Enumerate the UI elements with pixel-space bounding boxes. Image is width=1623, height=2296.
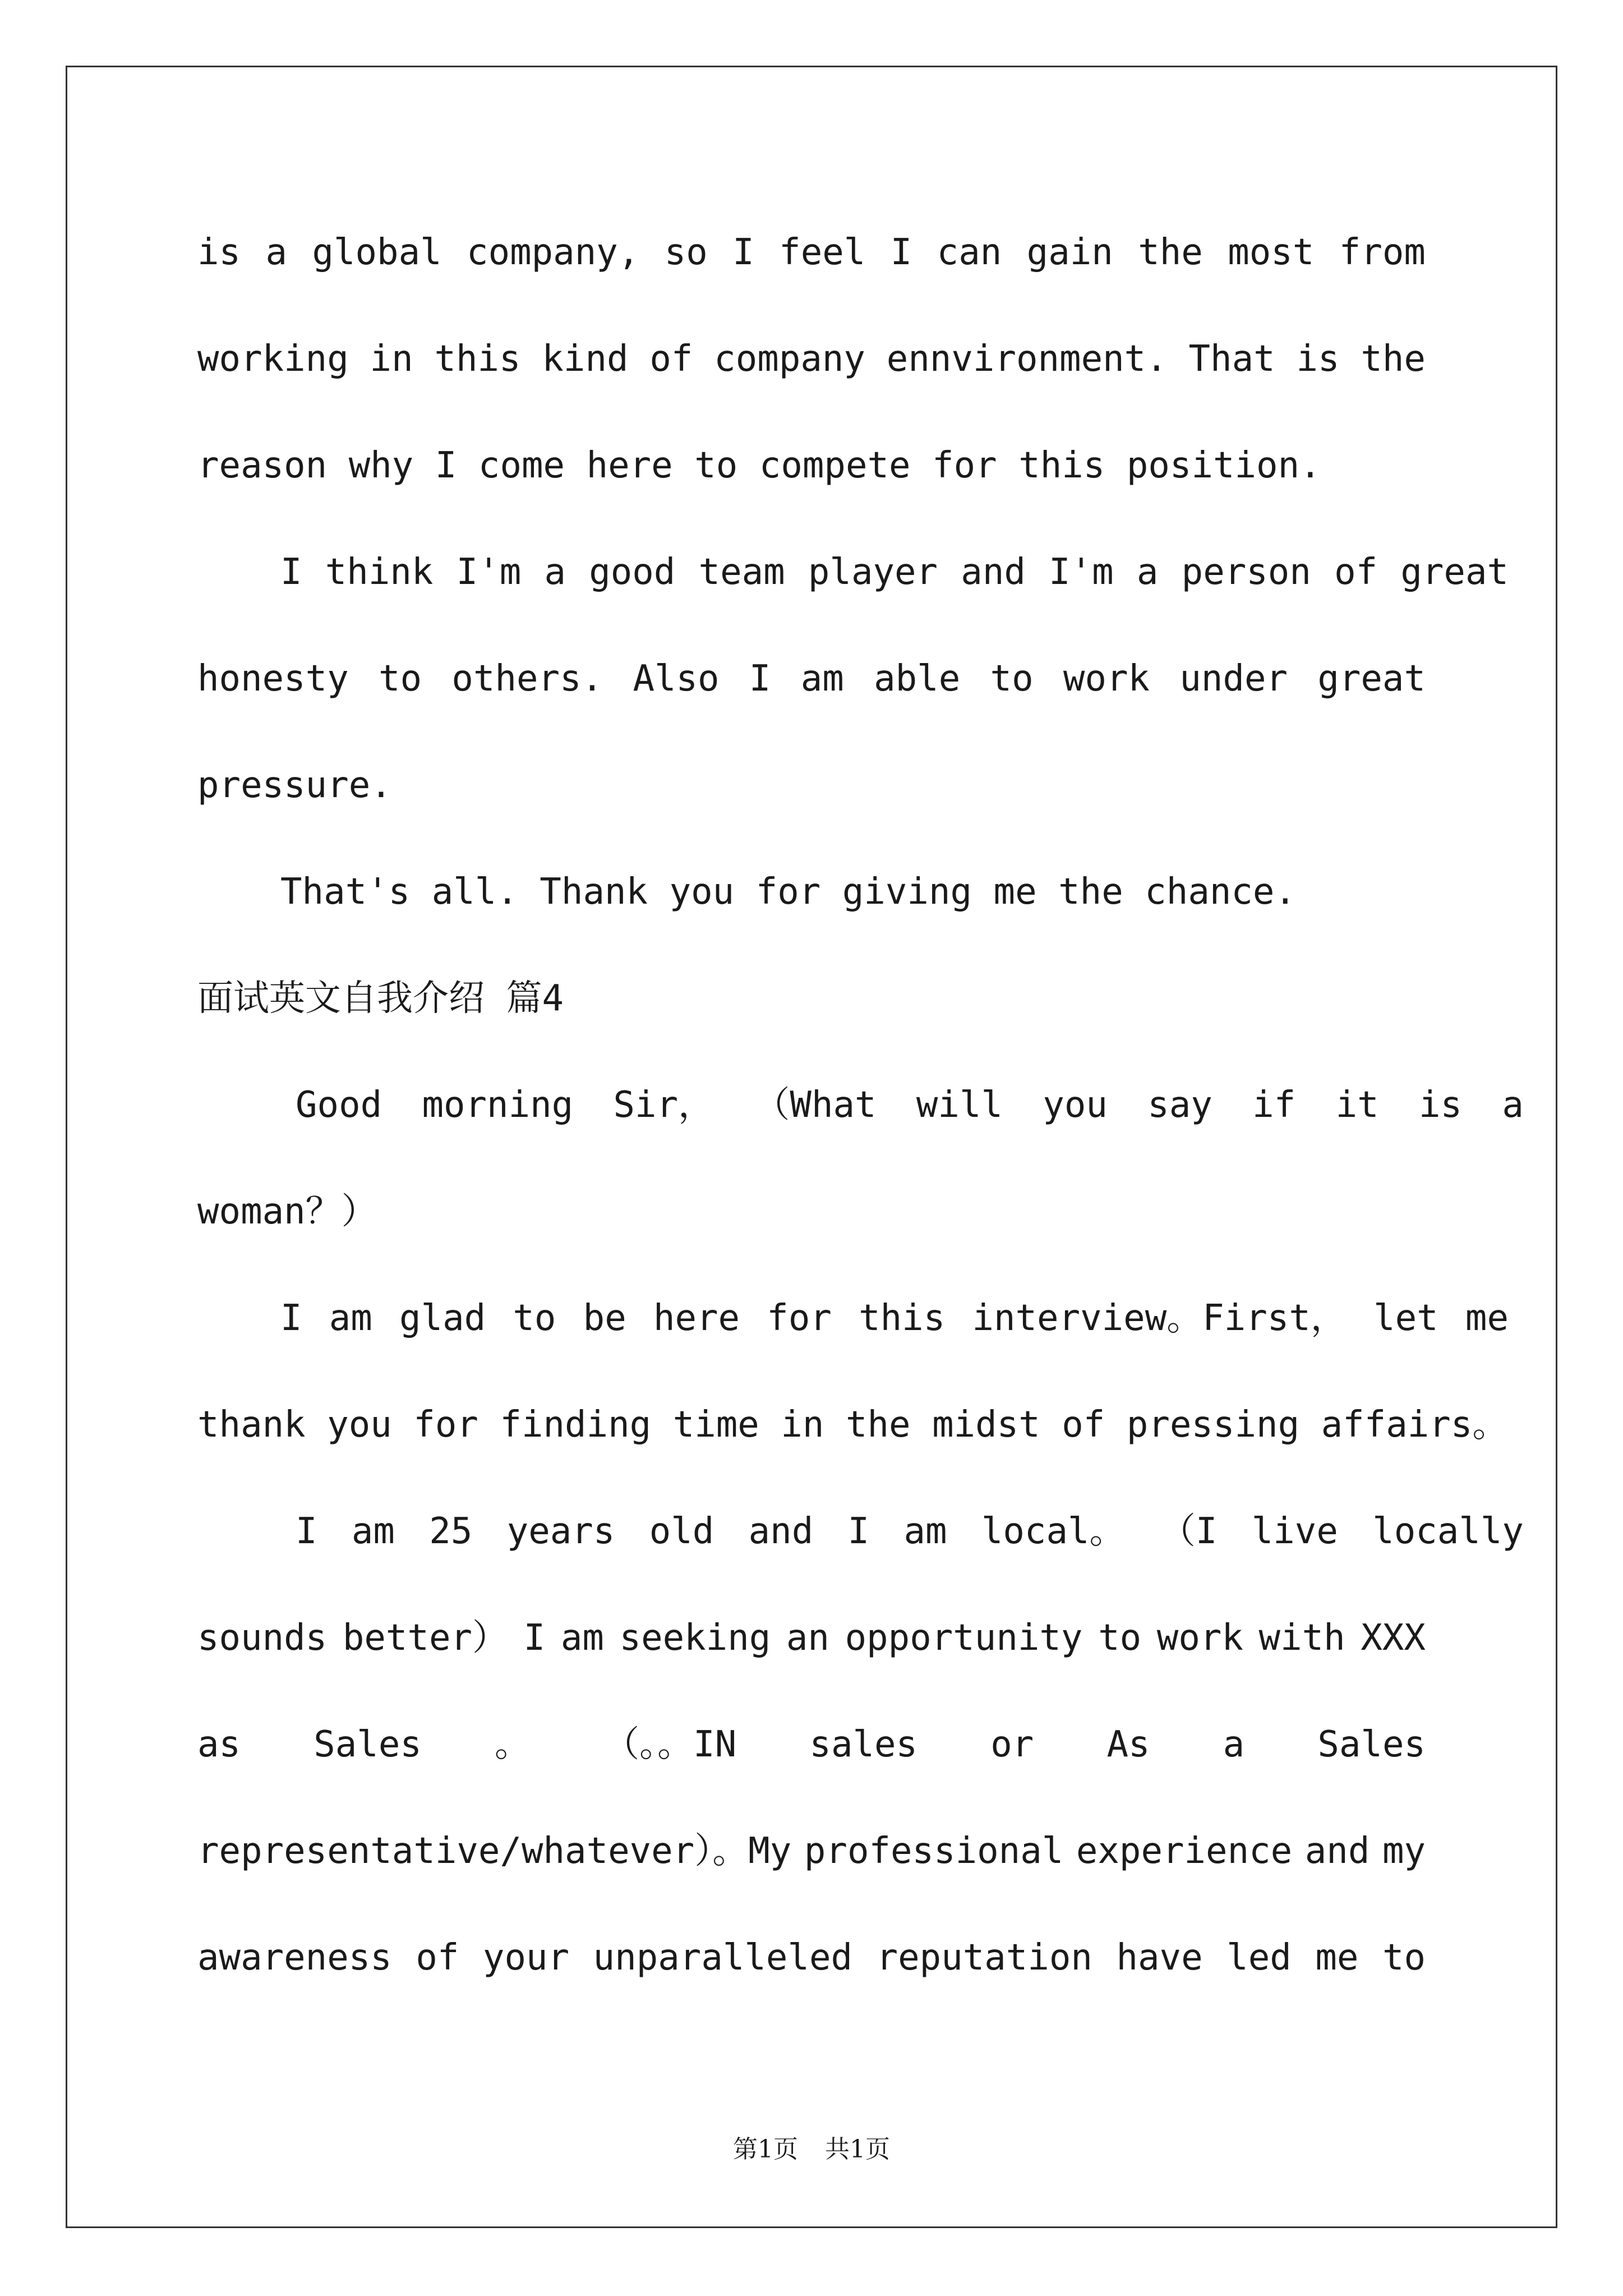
word: is <box>1418 1084 1463 1126</box>
word: it <box>1335 1084 1379 1126</box>
page-number: 第1页 <box>733 2135 798 2164</box>
word: this <box>859 1297 946 1339</box>
word: Sales <box>313 1724 422 1765</box>
word: XXX <box>1361 1617 1426 1659</box>
word: most <box>1228 232 1315 273</box>
word: I <box>280 551 302 593</box>
word: the <box>1361 338 1426 380</box>
paragraph-line-4 <box>197 539 1509 645</box>
word: company, <box>467 232 640 273</box>
text-line-14 <box>197 1604 1426 1711</box>
word: live <box>1251 1511 1338 1552</box>
word: great <box>1317 658 1426 700</box>
word: the <box>1138 232 1203 273</box>
word: can <box>937 232 1002 273</box>
word: representative/whatever）。My <box>197 1830 792 1872</box>
paragraph-line-7: That's all. Thank you for giving me the chance. <box>280 871 1296 913</box>
word: an <box>786 1617 829 1659</box>
text-line-1 <box>197 219 1426 325</box>
word: honesty <box>197 658 349 700</box>
paragraph-line-13 <box>197 1498 1524 1604</box>
word: you <box>1043 1084 1108 1126</box>
word: interview。First， <box>972 1297 1347 1339</box>
word: professional <box>804 1830 1064 1872</box>
word: your <box>482 1937 570 1978</box>
word: is <box>197 232 241 273</box>
word: to <box>1098 1617 1142 1659</box>
word: or <box>990 1724 1034 1765</box>
word: years <box>506 1511 615 1552</box>
word: glad <box>399 1297 486 1339</box>
word: of <box>416 1937 459 1978</box>
document-body <box>197 219 1524 2031</box>
word: I <box>280 1297 302 1339</box>
word: if <box>1252 1084 1296 1126</box>
word: with <box>1258 1617 1345 1659</box>
word: me <box>1465 1297 1509 1339</box>
word: experience <box>1076 1830 1293 1872</box>
word: be <box>583 1297 626 1339</box>
word: will <box>916 1084 1003 1126</box>
word: seeking <box>619 1617 771 1659</box>
word: ennvironment. <box>886 338 1168 380</box>
word: feel <box>779 232 866 273</box>
word: （I <box>1159 1511 1218 1552</box>
word: a <box>544 551 566 593</box>
text-line-6: pressure. <box>197 765 392 806</box>
word: kind <box>542 338 629 380</box>
text-line-16 <box>197 1818 1426 1924</box>
word: locally <box>1372 1511 1524 1552</box>
text-line-2 <box>197 325 1426 432</box>
word: reputation <box>876 1937 1092 1978</box>
word: am <box>800 658 844 700</box>
word: morning <box>422 1084 574 1126</box>
text-line-17 <box>197 1924 1426 2031</box>
word: I <box>732 232 754 273</box>
word: I <box>890 232 912 273</box>
word: to <box>513 1297 556 1339</box>
word: work <box>1156 1617 1243 1659</box>
word: and <box>748 1511 814 1552</box>
word: is <box>1296 338 1340 380</box>
word: great <box>1400 551 1509 593</box>
word: gain <box>1026 232 1113 273</box>
word: of <box>649 338 693 380</box>
word: local。 <box>981 1511 1126 1552</box>
word: I <box>296 1511 317 1552</box>
word: team <box>698 551 785 593</box>
word: I <box>749 658 771 700</box>
word: Sir， <box>613 1084 714 1126</box>
word: to <box>1382 1937 1426 1978</box>
page-footer <box>0 2129 1623 2165</box>
word: me <box>1315 1937 1359 1978</box>
section-heading: 面试英文自我介绍 篇4 <box>197 978 564 1019</box>
word: That <box>1188 338 1275 380</box>
word: unparalleled <box>593 1937 853 1978</box>
text-line-10: woman？） <box>197 1191 377 1232</box>
word: I <box>523 1617 546 1659</box>
text-line-12: thank you for finding time in the midst of pressing affairs。 <box>197 1404 1509 1446</box>
word: led <box>1227 1937 1292 1978</box>
word: person <box>1181 551 1311 593</box>
word: let <box>1373 1297 1438 1339</box>
word: Also <box>633 658 720 700</box>
word: a <box>1223 1724 1245 1765</box>
word: a <box>1136 551 1159 593</box>
word: able <box>874 658 961 700</box>
word: to <box>379 658 422 700</box>
word: and <box>961 551 1026 593</box>
word: better） <box>342 1617 509 1659</box>
word: in <box>370 338 413 380</box>
word: am <box>560 1617 604 1659</box>
word: （What <box>754 1084 877 1126</box>
word: my <box>1382 1830 1426 1872</box>
word: of <box>1334 551 1378 593</box>
word: a <box>1502 1084 1524 1126</box>
text-line-5 <box>197 645 1426 752</box>
word: I'm <box>456 551 522 593</box>
page-total: 共1页 <box>825 2135 890 2164</box>
word: and <box>1304 1830 1370 1872</box>
word: for <box>767 1297 832 1339</box>
word: working <box>197 338 349 380</box>
word: have <box>1116 1937 1203 1978</box>
word: As <box>1106 1724 1150 1765</box>
word: global <box>312 232 442 273</box>
word: am <box>903 1511 947 1552</box>
word: work <box>1063 658 1150 700</box>
text-line-3: reason why I come here to compete for this position. <box>197 445 1321 486</box>
word: this <box>434 338 521 380</box>
text-line-15 <box>197 1711 1426 1818</box>
word: am <box>329 1297 372 1339</box>
word: as <box>197 1724 241 1765</box>
word: Sales <box>1317 1724 1426 1765</box>
word: sales <box>809 1724 918 1765</box>
word: I'm <box>1049 551 1114 593</box>
word: a <box>265 232 288 273</box>
word: here <box>653 1297 740 1339</box>
word: sounds <box>197 1617 328 1659</box>
word: am <box>351 1511 395 1552</box>
word: player <box>808 551 938 593</box>
word: opportunity <box>845 1617 1083 1659</box>
word: 。 <box>495 1724 531 1765</box>
word: old <box>649 1511 714 1552</box>
paragraph-line-9 <box>197 1071 1524 1178</box>
word: under <box>1179 658 1288 700</box>
word: say <box>1147 1084 1212 1126</box>
word: （。。IN <box>603 1724 737 1765</box>
paragraph-line-11 <box>197 1285 1509 1391</box>
word: others. <box>451 658 603 700</box>
word: company <box>714 338 865 380</box>
word: good <box>589 551 676 593</box>
word: I <box>847 1511 870 1552</box>
word: 25 <box>429 1511 473 1552</box>
word: think <box>325 551 434 593</box>
word: awareness <box>197 1937 392 1978</box>
word: from <box>1339 232 1426 273</box>
word: to <box>990 658 1034 700</box>
word: Good <box>296 1084 382 1126</box>
word: so <box>664 232 708 273</box>
